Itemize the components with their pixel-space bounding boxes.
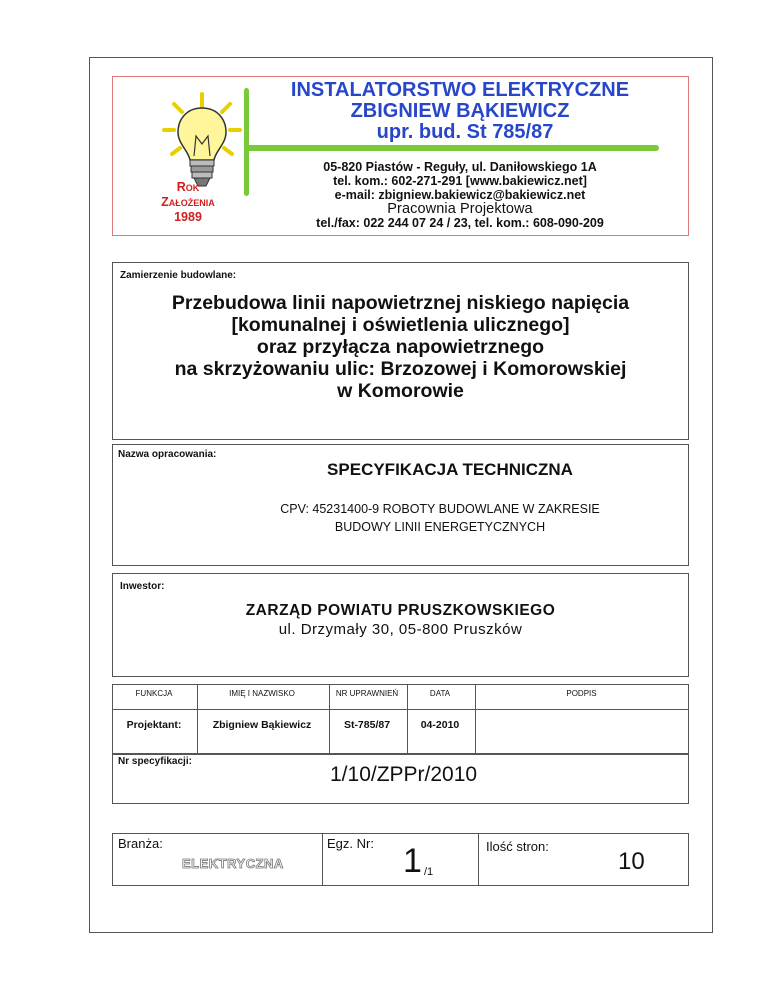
egz-total: /1: [424, 866, 434, 878]
green-accent-bar-horizontal: [244, 145, 659, 151]
table-header-funkcja: FUNKCJA: [135, 689, 173, 698]
company-email: e-mail: zbigniew.bakiewicz@bakiewicz.net: [334, 188, 586, 202]
project-title-line-1: Przebudowa linii napowietrznej niskiego napięcia: [171, 292, 630, 314]
zalozenia-label: Założenia: [161, 195, 215, 209]
cpv-code: [230, 500, 650, 536]
branza-value: ELEKTRYCZNA: [182, 856, 284, 871]
investor-name: ZARZĄD POWIATU PRUSZKOWSKIEGO: [245, 602, 556, 619]
founding-year-block: [140, 180, 236, 225]
bottom-divider: [478, 833, 479, 886]
company-fax: tel./fax: 022 244 07 24 / 23, tel. kom.: 608-090-209: [316, 216, 604, 230]
cpv-line-2: BUDOWY LINII ENERGETYCZNYCH: [334, 520, 546, 534]
table-header-nr: NR UPRAWNIEŃ: [335, 689, 399, 698]
table-cell-data: 04-2010: [420, 719, 460, 731]
table-cell-imie: Zbigniew Bąkiewicz: [212, 719, 312, 731]
project-title: [112, 292, 689, 402]
table-header-imie: IMIĘ I NAZWISKO: [229, 689, 295, 698]
investor-address: ul. Drzymały 30, 05-800 Pruszków: [278, 621, 523, 638]
project-title-line-5: w Komorowie: [337, 380, 464, 402]
table-header-podpis: PODPIS: [566, 689, 597, 698]
inwestor-label: Inwestor:: [120, 581, 165, 592]
contact-info: [290, 160, 630, 230]
company-title: [250, 80, 670, 143]
branza-label: Branża:: [118, 836, 163, 851]
table-cell-funkcja: Projektant:: [126, 719, 182, 731]
company-line-2: ZBIGNIEW BĄKIEWICZ: [350, 100, 570, 122]
nazwa-label: Nazwa opracowania:: [118, 449, 217, 460]
company-address: 05-820 Piastów - Reguły, ul. Daniłowskiego 1A: [323, 160, 597, 174]
nr-specyfikacji-label: Nr specyfikacji:: [118, 756, 192, 767]
company-phone: tel. kom.: 602-271-291 [www.bakiewicz.net]: [333, 174, 587, 188]
zamierzenie-label: Zamierzenie budowlane:: [120, 270, 237, 281]
table-header-data: DATA: [429, 689, 451, 698]
table-header-divider: [113, 709, 688, 710]
project-title-line-4: na skrzyżowaniu ulic: Brzozowej i Komorowskiej: [174, 358, 627, 380]
egz-label: Egz. Nr:: [327, 836, 374, 851]
document-title: SPECYFIKACJA TECHNICZNA: [327, 460, 573, 479]
cpv-line-1: CPV: 45231400-9 ROBOTY BUDOWLANE W ZAKRESIE: [280, 502, 600, 516]
bottom-divider: [322, 833, 323, 886]
project-title-line-2: [komunalnej i oświetlenia ulicznego]: [231, 314, 570, 336]
egz-value: 1: [403, 842, 422, 880]
studio-name: Pracownia Projektowa: [387, 201, 533, 217]
founding-year: 1989: [174, 210, 202, 224]
nr-specyfikacji-value: 1/10/ZPPr/2010: [330, 763, 478, 786]
table-cell-nr: St-785/87: [343, 719, 391, 731]
project-title-line-3: oraz przyłącza napowietrznego: [256, 336, 545, 358]
lightbulb-icon: [160, 90, 246, 194]
rok-label: Rok: [176, 180, 200, 194]
ilosc-stron-label: Ilość stron:: [486, 839, 549, 854]
company-line-1: INSTALATORSTWO ELEKTRYCZNE: [290, 79, 630, 101]
company-line-3: upr. bud. St 785/87: [376, 121, 554, 143]
green-accent-bar-vertical: [244, 88, 249, 196]
ilosc-stron-value: 10: [618, 848, 645, 875]
